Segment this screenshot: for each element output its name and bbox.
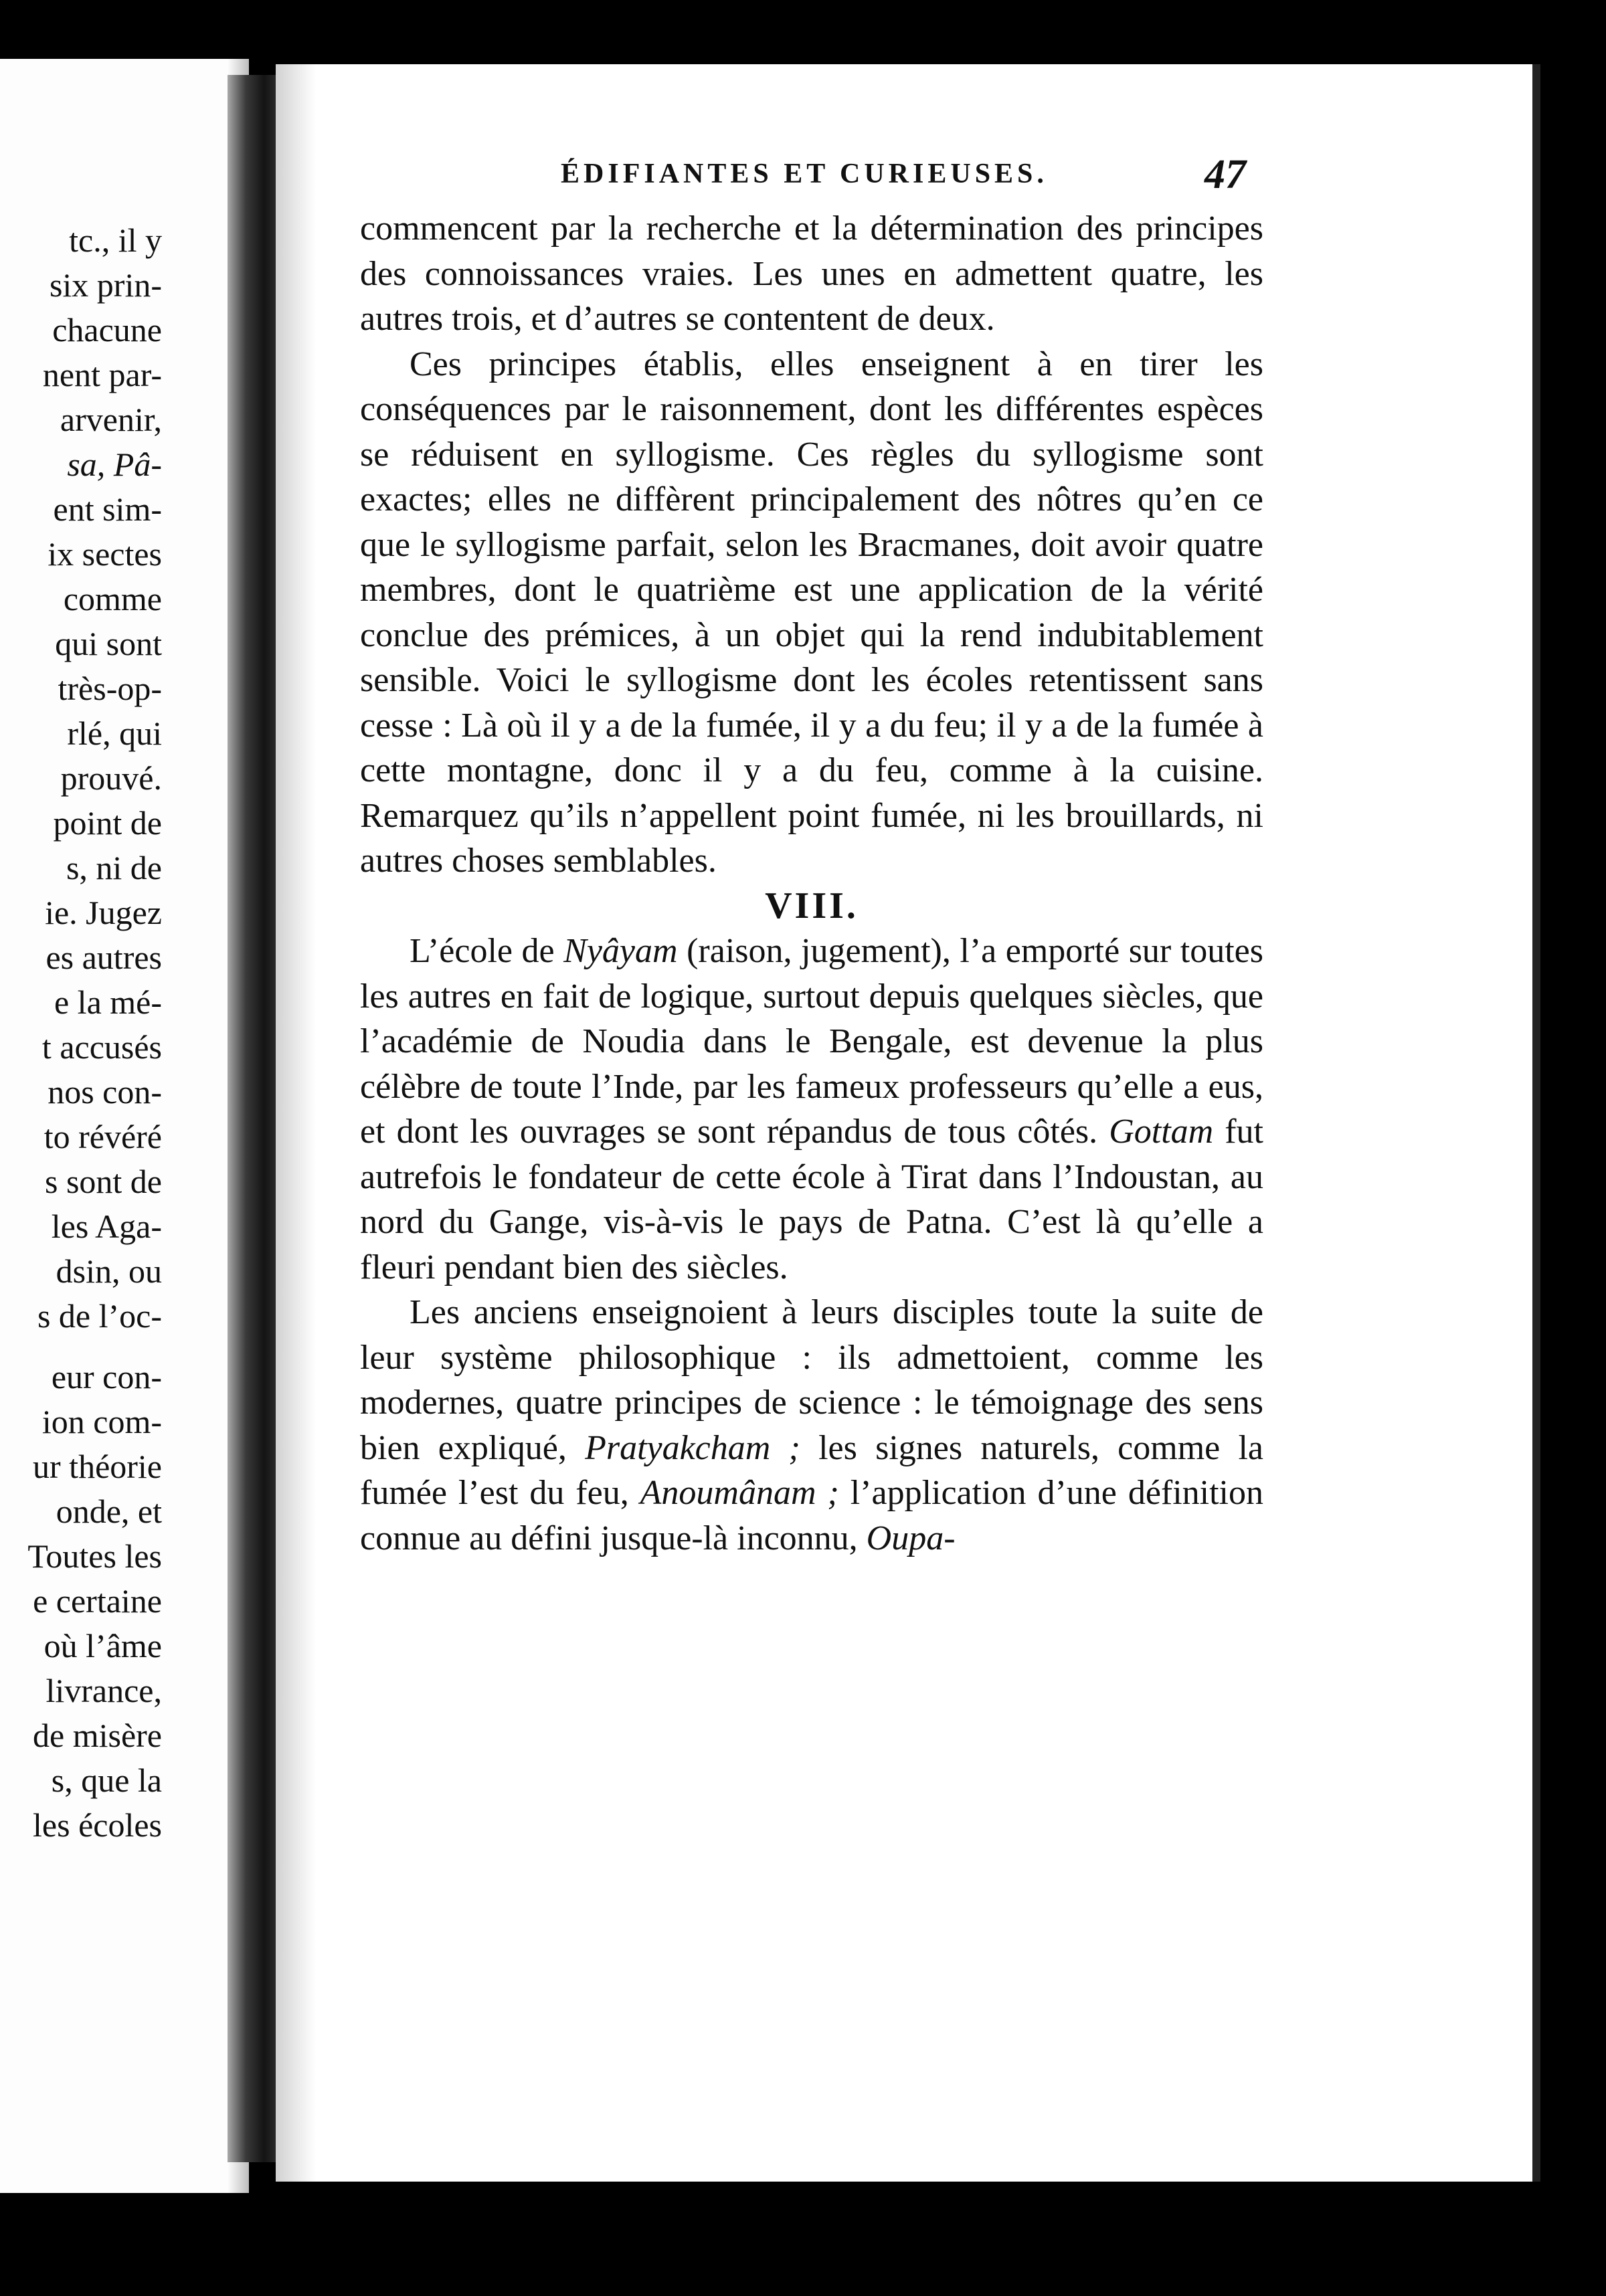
left-line: ix sectes (48, 535, 162, 573)
term-oupa: Oupa- (866, 1519, 956, 1557)
running-head: ÉDIFIANTES ET CURIEUSES. (561, 159, 1048, 189)
right-page-border (1532, 64, 1540, 2182)
term-anoumanam: Anoumânam ; (640, 1474, 839, 1512)
left-line: qui sont (55, 625, 162, 662)
left-line: rlé, qui (67, 714, 162, 752)
left-line: nent par- (42, 356, 162, 393)
left-line: es autres (46, 939, 162, 976)
page-number: 47 (1204, 152, 1246, 197)
paragraph-3-text-c: fut autrefois le fondateur de cette école à Tirat dans l’Indoustan, au nord du Gange, vis-à-vis le pays de Patna. C’est là qu’elle a fleuri pendant bien des siècles. (360, 1113, 1263, 1286)
left-line: très-op- (58, 670, 162, 707)
left-line: dsin, ou (56, 1252, 162, 1290)
paragraph-3-text-b: (raison, jugement), l’a emporté sur toutes les autres en fait de logique, surtout depuis quelques siècles, que l’académie de Noudia dans le Bengale, est devenue la plus célèbre de toute l’Inde, par les fameux professeurs qu’elle a eus, et dont les ouvrages se sont répandus de tous côtés. (360, 932, 1263, 1151)
left-line: les Aga- (51, 1208, 162, 1245)
left-page (0, 59, 249, 2193)
left-line: s sont de (45, 1163, 162, 1200)
paragraph-2: Ces principes établis, elles enseignent à en tirer les conséquences par le raisonnement, dont les différentes espèces se réduisent en syllogisme. Ces règles du syllogisme sont exactes; elles ne diffèrent principalement des nôtres qu’en ce que le syllogisme parfait, selon les Bracmanes, doit avoir quatre membres, dont le quatrième est une application de la vérité conclue des prémices, à un objet qui la rend indubitablement sensible. Voici le syllogisme dont les écoles retentissent sans cesse : Là où il y a de la fumée, il y a du feu; il y a de la fumée à cette montagne, donc il y a du feu, comme à la cuisine. Remarquez qu’ils n’appellent point fumée, ni les brouillards, ni autres choses semblables. (360, 345, 1263, 880)
left-line: ie. Jugez (45, 894, 162, 931)
left-line: les écoles (33, 1806, 162, 1844)
left-line: comme (63, 580, 162, 617)
left-line: point de (53, 804, 162, 842)
name-gottam: Gottam (1109, 1113, 1214, 1151)
left-page-text (0, 218, 162, 1848)
term-pratyakcham: Pratyakcham ; (585, 1428, 800, 1467)
left-line: to révéré (43, 1118, 162, 1155)
left-line: chacune (52, 311, 162, 349)
book-gutter (228, 75, 280, 2162)
left-line: sa, Pâ- (67, 446, 162, 483)
left-line: eur con- (51, 1358, 162, 1396)
paragraph-4-text-a: Les anciens enseignoient à leurs disciples toute la suite de leur système philosophique : ils admettoient, comme les modernes, quatre principes de science : le témoignage des sens bien expliqué, (360, 1293, 1263, 1467)
left-line: e certaine (33, 1582, 162, 1620)
left-line: ur théorie (33, 1448, 162, 1485)
left-line: s, ni de (66, 849, 162, 886)
left-line: où l’âme (43, 1627, 162, 1664)
paragraph-3 (360, 929, 1263, 1290)
paragraph-3-text-a: L’école de (410, 932, 564, 970)
left-line: nos con- (48, 1073, 162, 1111)
paragraph-4-text-b: les signes naturels, comme la fumée l’est du feu, (360, 1428, 1263, 1512)
left-line: arvenir, (60, 401, 162, 438)
left-line: six prin- (49, 266, 162, 304)
body-text (360, 206, 1263, 1561)
section-heading: VIII. (765, 884, 859, 927)
left-line: de misère (33, 1717, 162, 1754)
left-line: s de l’oc- (37, 1297, 162, 1335)
left-line: prouvé. (60, 759, 162, 797)
left-line: t accusés (41, 1028, 162, 1066)
left-line: e la mé- (54, 983, 162, 1021)
paragraph-4 (360, 1290, 1263, 1561)
paragraph-1: commencent par la recherche et la détermination des principes des connoissances vraies. Les unes en admettent quatre, les autres trois, et d’autres se contentent de deux. (360, 209, 1263, 338)
left-line: onde, et (56, 1493, 162, 1530)
left-line: Toutes les (27, 1537, 162, 1575)
page-fold-shadow (276, 64, 316, 2182)
left-line: livrance, (46, 1672, 162, 1709)
left-line: ent sim- (53, 490, 162, 528)
term-nyayam: Nyâyam (563, 932, 678, 970)
left-line: s, que la (51, 1761, 162, 1799)
left-line: ion com- (41, 1403, 162, 1440)
left-line: tc., il y (69, 221, 162, 259)
paragraph-4-text-c: l’application d’une définition connue au défini jusque-là inconnu, (360, 1474, 1263, 1557)
